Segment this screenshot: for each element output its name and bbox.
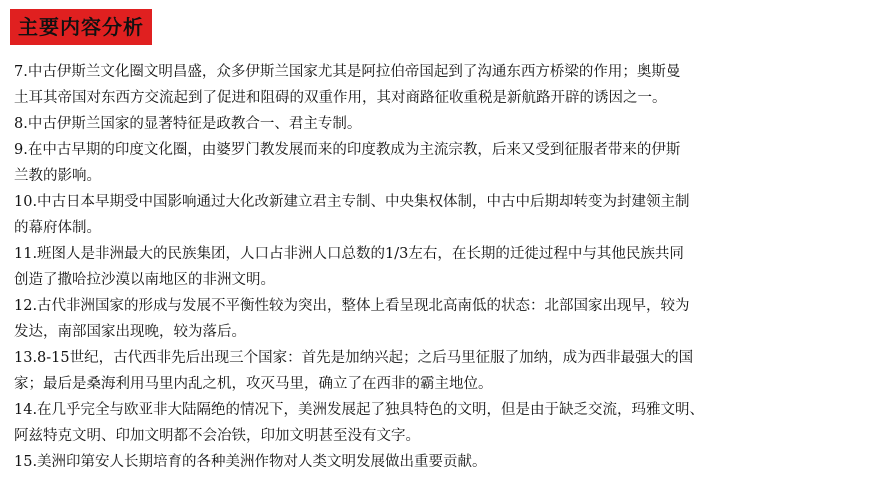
text-line-10: 12.古代非洲国家的形成与发展不平衡性较为突出，整体上看呈现北高南低的状态：北部国家出现早，较为 xyxy=(14,298,690,314)
text-line-15: 阿兹特克文明、印加文明都不会冶铁，印加文明甚至没有文字。 xyxy=(14,428,420,444)
text-line-3: 8.中古伊斯兰国家的显著特征是政教合一、君主专制。 xyxy=(14,116,362,132)
text-line-12: 13.8-15世纪，古代西非先后出现三个国家：首先是加纳兴起；之后马里征服了加纳，成为西非最强大的国 xyxy=(14,350,694,366)
text-line-13: 家；最后是桑海利用马里内乱之机，攻灭马里，确立了在西非的霸主地位。 xyxy=(14,376,493,392)
title-banner xyxy=(10,9,152,45)
text-line-11: 发达，南部国家出现晚，较为落后。 xyxy=(14,324,246,340)
text-line-4: 9.在中古早期的印度文化圈，由婆罗门教发展而来的印度教成为主流宗教，后来又受到征服者带来的伊斯 xyxy=(14,142,681,158)
text-line-7: 的幕府体制。 xyxy=(14,220,101,236)
text-line-6: 10.中古日本早期受中国影响通过大化改新建立君主专制、中央集权体制，中古中后期却转变为封建领主制 xyxy=(14,194,690,210)
text-line-1: 7.中古伊斯兰文化圈文明昌盛，众多伊斯兰国家尤其是阿拉伯帝国起到了沟通东西方桥梁的作用；奥斯曼 xyxy=(14,64,681,80)
text-line-8: 11.班图人是非洲最大的民族集团，人口占非洲人口总数的1/3左右，在长期的迁徙过程中与其他民族共同 xyxy=(14,246,684,262)
page-title: 主要内容分析 xyxy=(18,15,144,39)
text-line-5: 兰教的影响。 xyxy=(14,168,101,184)
text-line-2: 土耳其帝国对东西方交流起到了促进和阻碍的双重作用，其对商路征收重税是新航路开辟的诱因之一。 xyxy=(14,90,667,106)
text-line-9: 创造了撒哈拉沙漠以南地区的非洲文明。 xyxy=(14,272,275,288)
text-line-16: 15.美洲印第安人长期培育的各种美洲作物对人类文明发展做出重要贡献。 xyxy=(14,454,487,470)
content-body xyxy=(14,59,862,475)
text-line-14: 14.在几乎完全与欧亚非大陆隔绝的情况下，美洲发展起了独具特色的文明，但是由于缺乏交流，玛雅文明、 xyxy=(14,402,705,418)
